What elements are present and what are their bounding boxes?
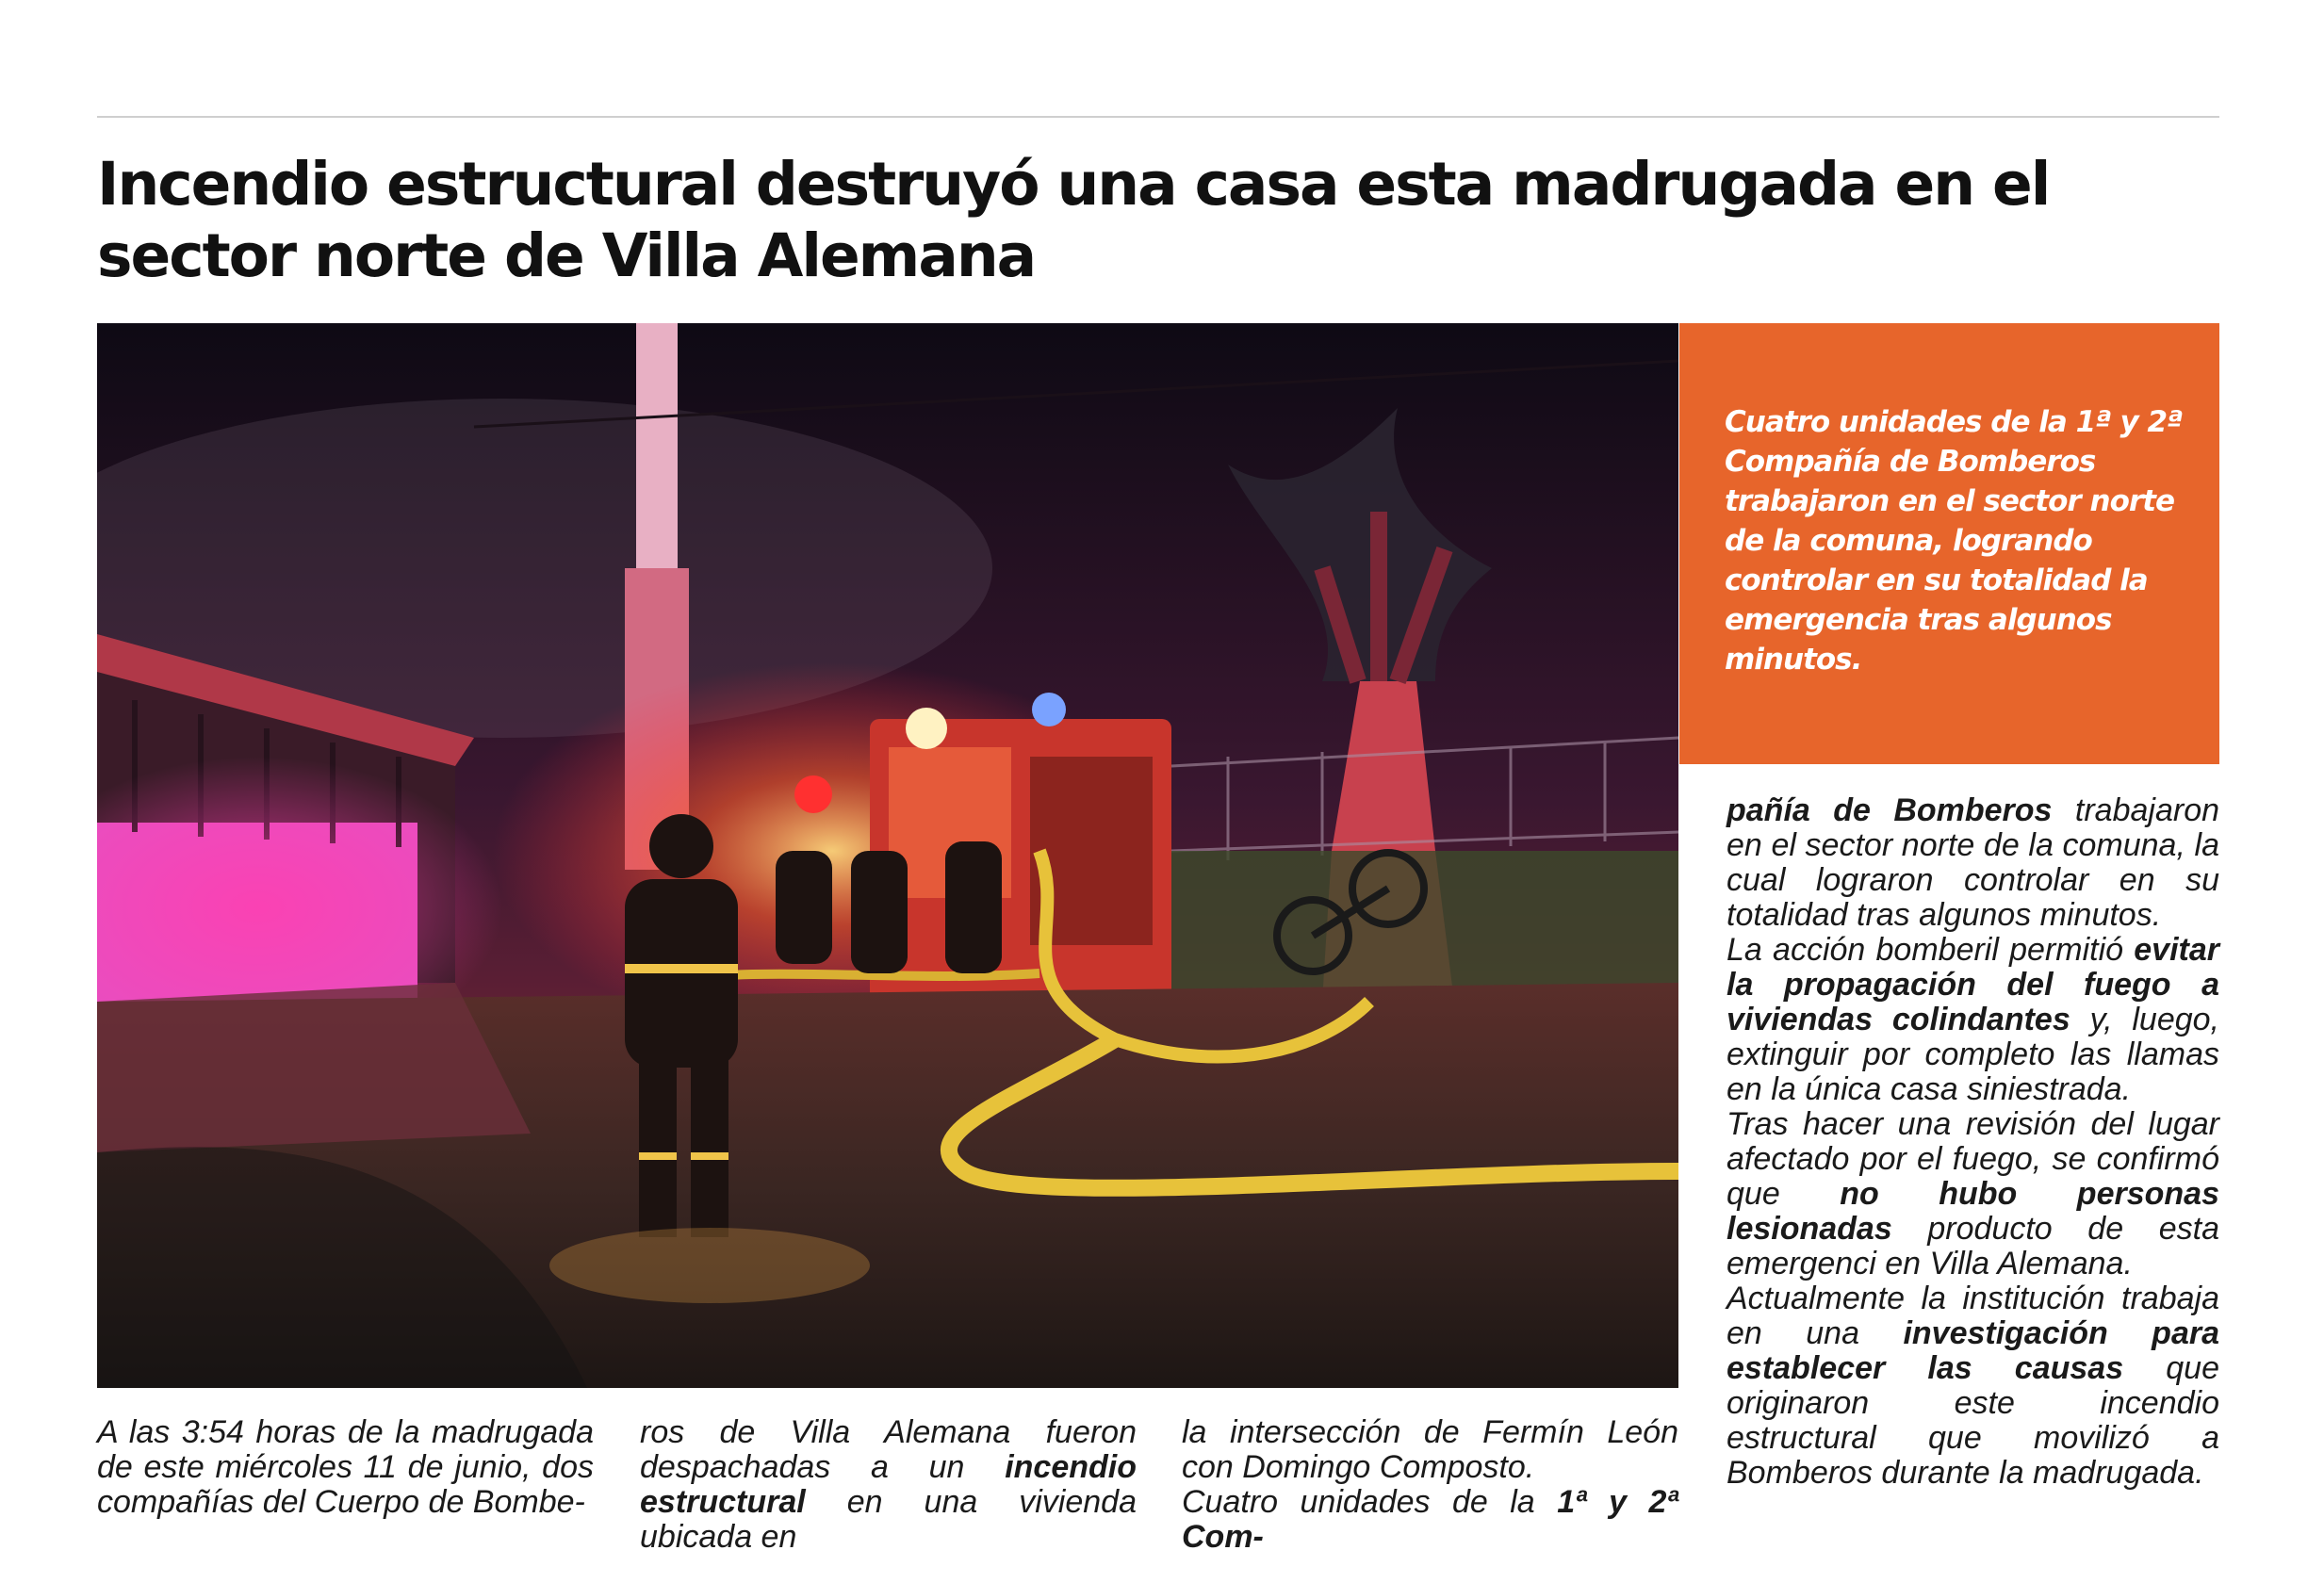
col4-p2-bold: evitar la propagación del fuego a viviendas colindantes: [1727, 932, 2219, 1037]
col2-p1-bold: incendio estructural: [640, 1449, 1137, 1520]
fire-scene-illustration: [97, 323, 1678, 1388]
col3-p2-text-a: Cuatro unidades de la: [1182, 1484, 1558, 1520]
headline-line-1: Incendio estructural destruyó una casa esta madrugada en el: [97, 150, 2050, 219]
col4-p3-text-c: producto de esta emergenci en Villa Alemana.: [1727, 1211, 2219, 1281]
col4-p2-text-a: La acción bomberil permitió: [1727, 932, 2135, 968]
col3-p1-text: la intersección de Fermín León con Domingo Composto.: [1182, 1414, 1678, 1485]
headline-line-2: sector norte de Villa Alemana: [97, 221, 1036, 290]
col1-p1-text: A las 3:54 horas de la madrugada de este miércoles 11 de junio, dos compañías del Cuerpo de Bombe-: [97, 1414, 594, 1520]
col4-p4-text-a: Actualmente la institución trabaja en una: [1727, 1281, 2219, 1351]
col4-p3-bold: no hubo personas lesionadas: [1727, 1176, 2219, 1247]
col3-paragraph-2: [1182, 1485, 1678, 1555]
col4-paragraph-4: [1727, 1281, 2219, 1491]
article-column-4: [1727, 793, 2219, 1491]
headline: [97, 149, 2219, 292]
col4-paragraph-3: [1727, 1107, 2219, 1281]
col3-paragraph-1: [1182, 1415, 1678, 1485]
col4-p4-bold: investigación para establecer las causas: [1727, 1315, 2219, 1386]
col4-paragraph-2: [1727, 933, 2219, 1107]
col4-p2-text-c: y, luego, extinguir por completo las llamas en la única casa siniestrada.: [1727, 1002, 2219, 1107]
col4-paragraph-1: [1727, 793, 2219, 933]
col4-p1-text: trabajaron en el sector norte de la comuna, la cual lograron controlar en su totalidad tras algunos minutos.: [1727, 792, 2220, 933]
col2-p1-text-c: en una vivienda ubicada en: [640, 1484, 1137, 1555]
col2-paragraph-1: [640, 1415, 1137, 1555]
top-rule: [97, 116, 2219, 118]
col3-p2-bold: 1ª y 2ª Com-: [1182, 1484, 1679, 1555]
col1-paragraph-1: [97, 1415, 594, 1520]
article-column-1: [97, 1415, 594, 1520]
fire-scene-photo: [97, 323, 1678, 1388]
col2-p1-text-a: ros de Villa Alemana fueron despachadas a un: [640, 1414, 1137, 1485]
article-column-2: [640, 1415, 1137, 1555]
col4-p4-text-c: que originaron este incendio estructural que movilizó a Bomberos durante la madrugada.: [1727, 1350, 2219, 1491]
article-column-3: [1182, 1415, 1678, 1555]
col4-p1-bold: pañía de Bomberos: [1727, 792, 2053, 828]
pull-quote-text: Cuatro unidades de la 1ª y 2ª Compañía de Bomberos trabajaron en el sector norte de la comuna, logrando controlar en su totalidad la emergencia tras algunos minutos.: [1725, 405, 2183, 677]
pull-quote-box: [1679, 323, 2219, 764]
col4-p3-text-a: Tras hacer una revisión del lugar afectado por el fuego, se confirmó que: [1727, 1106, 2219, 1212]
